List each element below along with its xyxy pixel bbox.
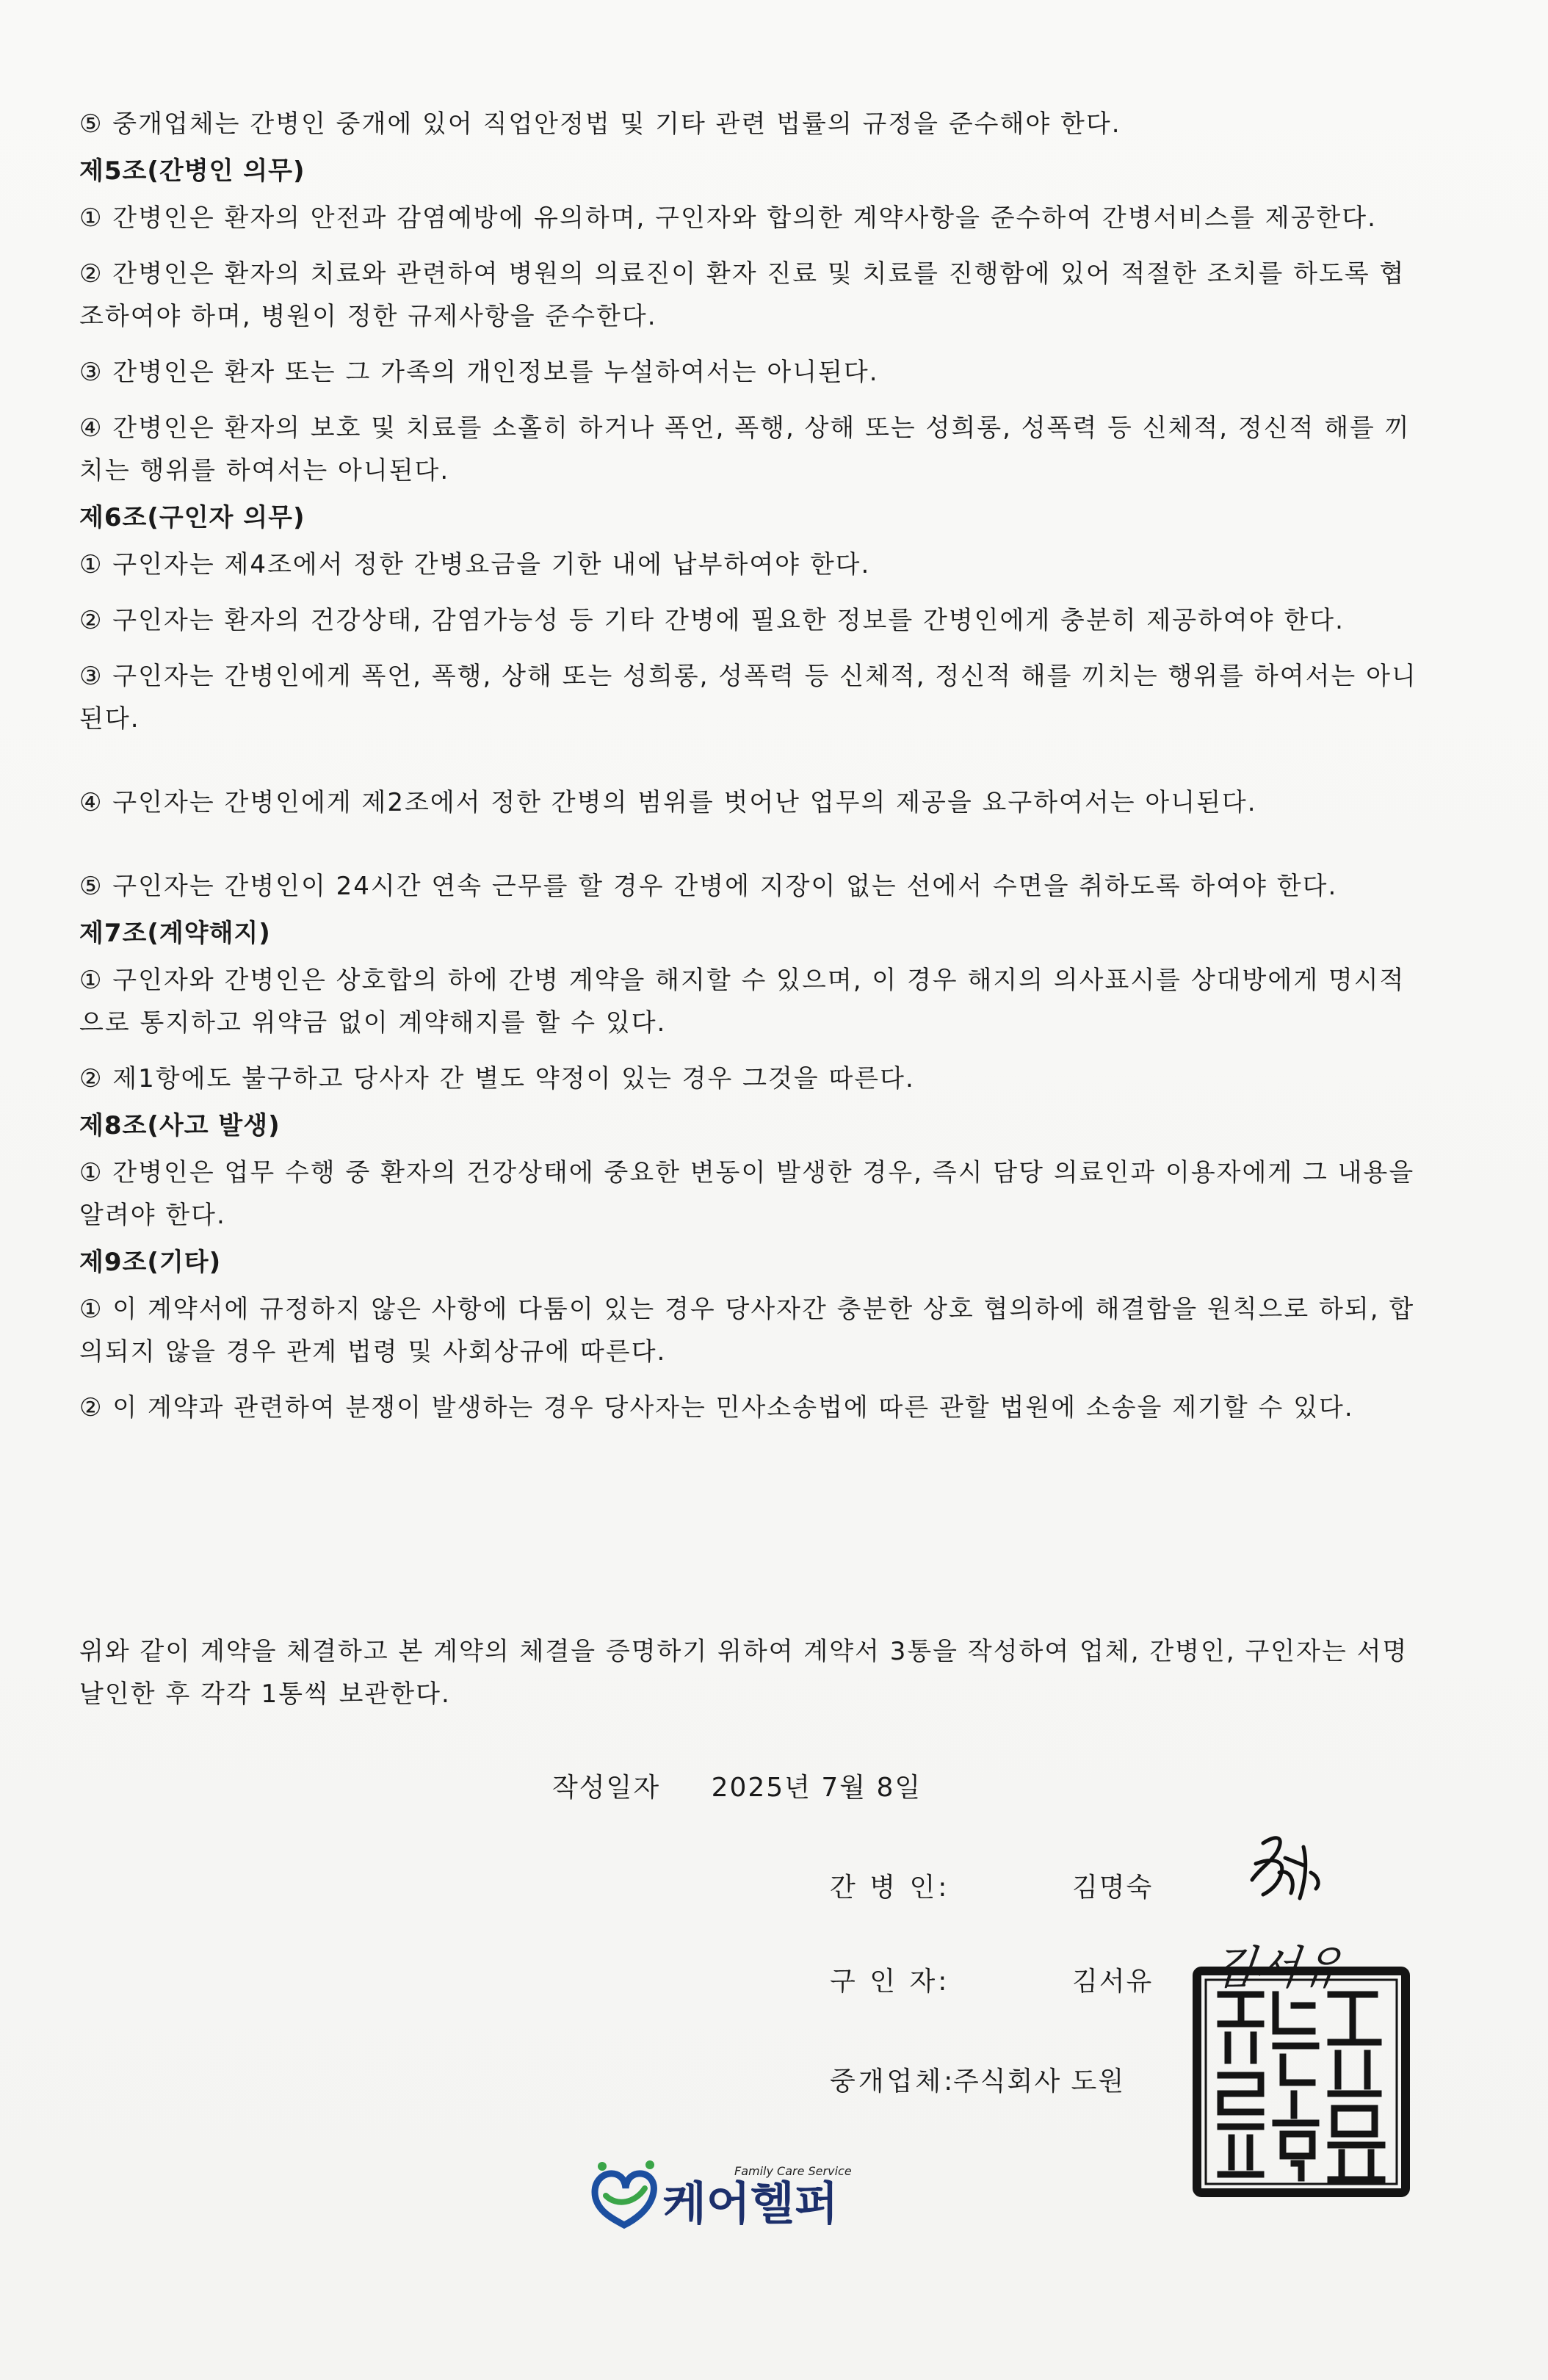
article7-heading: 제7조(계약해지) <box>79 919 271 948</box>
article6-item-2: ② 구인자는 환자의 건강상태, 감염가능성 등 기타 간병에 필요한 정보를 간병인에게 충분히 제공하여야 한다. <box>79 606 1345 635</box>
client-name: 김서유 <box>1072 1967 1154 1997</box>
intro-item-5: ⑤ 중개업체는 간병인 중개에 있어 직업안정법 및 기타 관련 법률의 규정을 준수해야 한다. <box>79 109 1121 139</box>
agency-label: 중개업체: <box>830 2066 956 2097</box>
care-helper-logo <box>580 2152 903 2232</box>
article8-heading: 제8조(사고 발생) <box>79 1111 281 1140</box>
article9-item-1: ① 이 계약서에 규정하지 않은 사항에 다툼이 있는 경우 당사자간 충분한 상호 협의하에 해결함을 원칙으로 하되, 합의되지 않을 경우 관계 법령 및 사회상규에 따른다. <box>79 1295 1415 1367</box>
article5-item-4: ④ 간병인은 환자의 보호 및 치료를 소홀히 하거나 폭언, 폭행, 상해 또는 성희롱, 성폭력 등 신체적, 정신적 해를 끼치는 행위를 하여서는 아니된다. <box>79 413 1411 485</box>
closing-paragraph: 위와 같이 계약을 체결하고 본 계약의 체결을 증명하기 위하여 계약서 3통을 작성하여 업체, 간병인, 구인자는 서명 날인한 후 각각 1통씩 보관한다. <box>79 1637 1408 1709</box>
article5-item-2: ② 간병인은 환자의 치료와 관련하여 병원의 의료진이 환자 진료 및 치료를 진행함에 있어 적절한 조치를 하도록 협조하여야 하며, 병원이 정한 규제사항을 준수한다. <box>79 259 1406 331</box>
article9-heading: 제9조(기타) <box>79 1248 222 1277</box>
caregiver-handwritten-signature <box>1234 1829 1329 1909</box>
client-signature-row <box>830 1961 1154 1998</box>
date-label: 작성일자 <box>552 1773 661 1803</box>
agency-name: 주식회사 도원 <box>953 2066 1126 2097</box>
article8-item-1: ① 간병인은 업무 수행 중 환자의 건강상태에 중요한 변동이 발생한 경우, 즉시 담당 의료인과 이용자에게 그 내용을 알려야 한다. <box>79 1158 1415 1230</box>
logo-name: 케어헬퍼 <box>662 2177 839 2230</box>
article6-heading: 제6조(구인자 의무) <box>79 503 305 532</box>
company-seal-stamp <box>1191 1965 1411 2199</box>
article9-item-2: ② 이 계약과 관련하여 분쟁이 발생하는 경우 당사자는 민사소송법에 따른 관할 법원에 소송을 제기할 수 있다. <box>79 1393 1354 1422</box>
client-handwritten-signature: 김서유 <box>1208 1941 1346 1994</box>
caregiver-name: 김명숙 <box>1072 1873 1154 1903</box>
article6-item-3: ③ 구인자는 간병인에게 폭언, 폭행, 상해 또는 성희롱, 성폭력 등 신체적, 정신적 해를 끼치는 행위를 하여서는 아니된다. <box>79 662 1417 734</box>
signing-date <box>552 1767 922 1804</box>
article5-item-1: ① 간병인은 환자의 안전과 감염예방에 유의하며, 구인자와 합의한 계약사항을 준수하여 간병서비스를 제공한다. <box>79 203 1377 233</box>
article5-heading: 제5조(간병인 의무) <box>79 156 305 186</box>
heart-swirl-icon <box>595 2160 654 2225</box>
contract-body <box>79 103 1423 1429</box>
agency-signature-row <box>830 2061 1126 2098</box>
article5-item-3: ③ 간병인은 환자 또는 그 가족의 개인정보를 누설하여서는 아니된다. <box>79 358 879 387</box>
article6-item-4: ④ 구인자는 간병인에게 제2조에서 정한 간병의 범위를 벗어난 업무의 제공을 요구하여서는 아니된다. <box>79 788 1257 817</box>
article7-item-2: ② 제1항에도 불구하고 당사자 간 별도 약정이 있는 경우 그것을 따른다. <box>79 1064 915 1093</box>
article7-item-1: ① 구인자와 간병인은 상호합의 하에 간병 계약을 해지할 수 있으며, 이 경우 해지의 의사표시를 상대방에게 명시적으로 통지하고 위약금 없이 계약해지를 할 수 있다. <box>79 966 1406 1038</box>
article6-item-1: ① 구인자는 제4조에서 정한 간병요금을 기한 내에 납부하여야 한다. <box>79 550 871 579</box>
logo-tagline: Family Care Service <box>734 2164 852 2178</box>
date-value: 2025년 7월 8일 <box>711 1773 922 1803</box>
client-label: 구 인 자: <box>830 1967 950 1997</box>
caregiver-signature-row <box>830 1867 1154 1904</box>
caregiver-label: 간 병 인: <box>830 1873 950 1903</box>
article6-item-5: ⑤ 구인자는 간병인이 24시간 연속 근무를 할 경우 간병에 지장이 없는 선에서 수면을 취하도록 하여야 한다. <box>79 872 1338 901</box>
